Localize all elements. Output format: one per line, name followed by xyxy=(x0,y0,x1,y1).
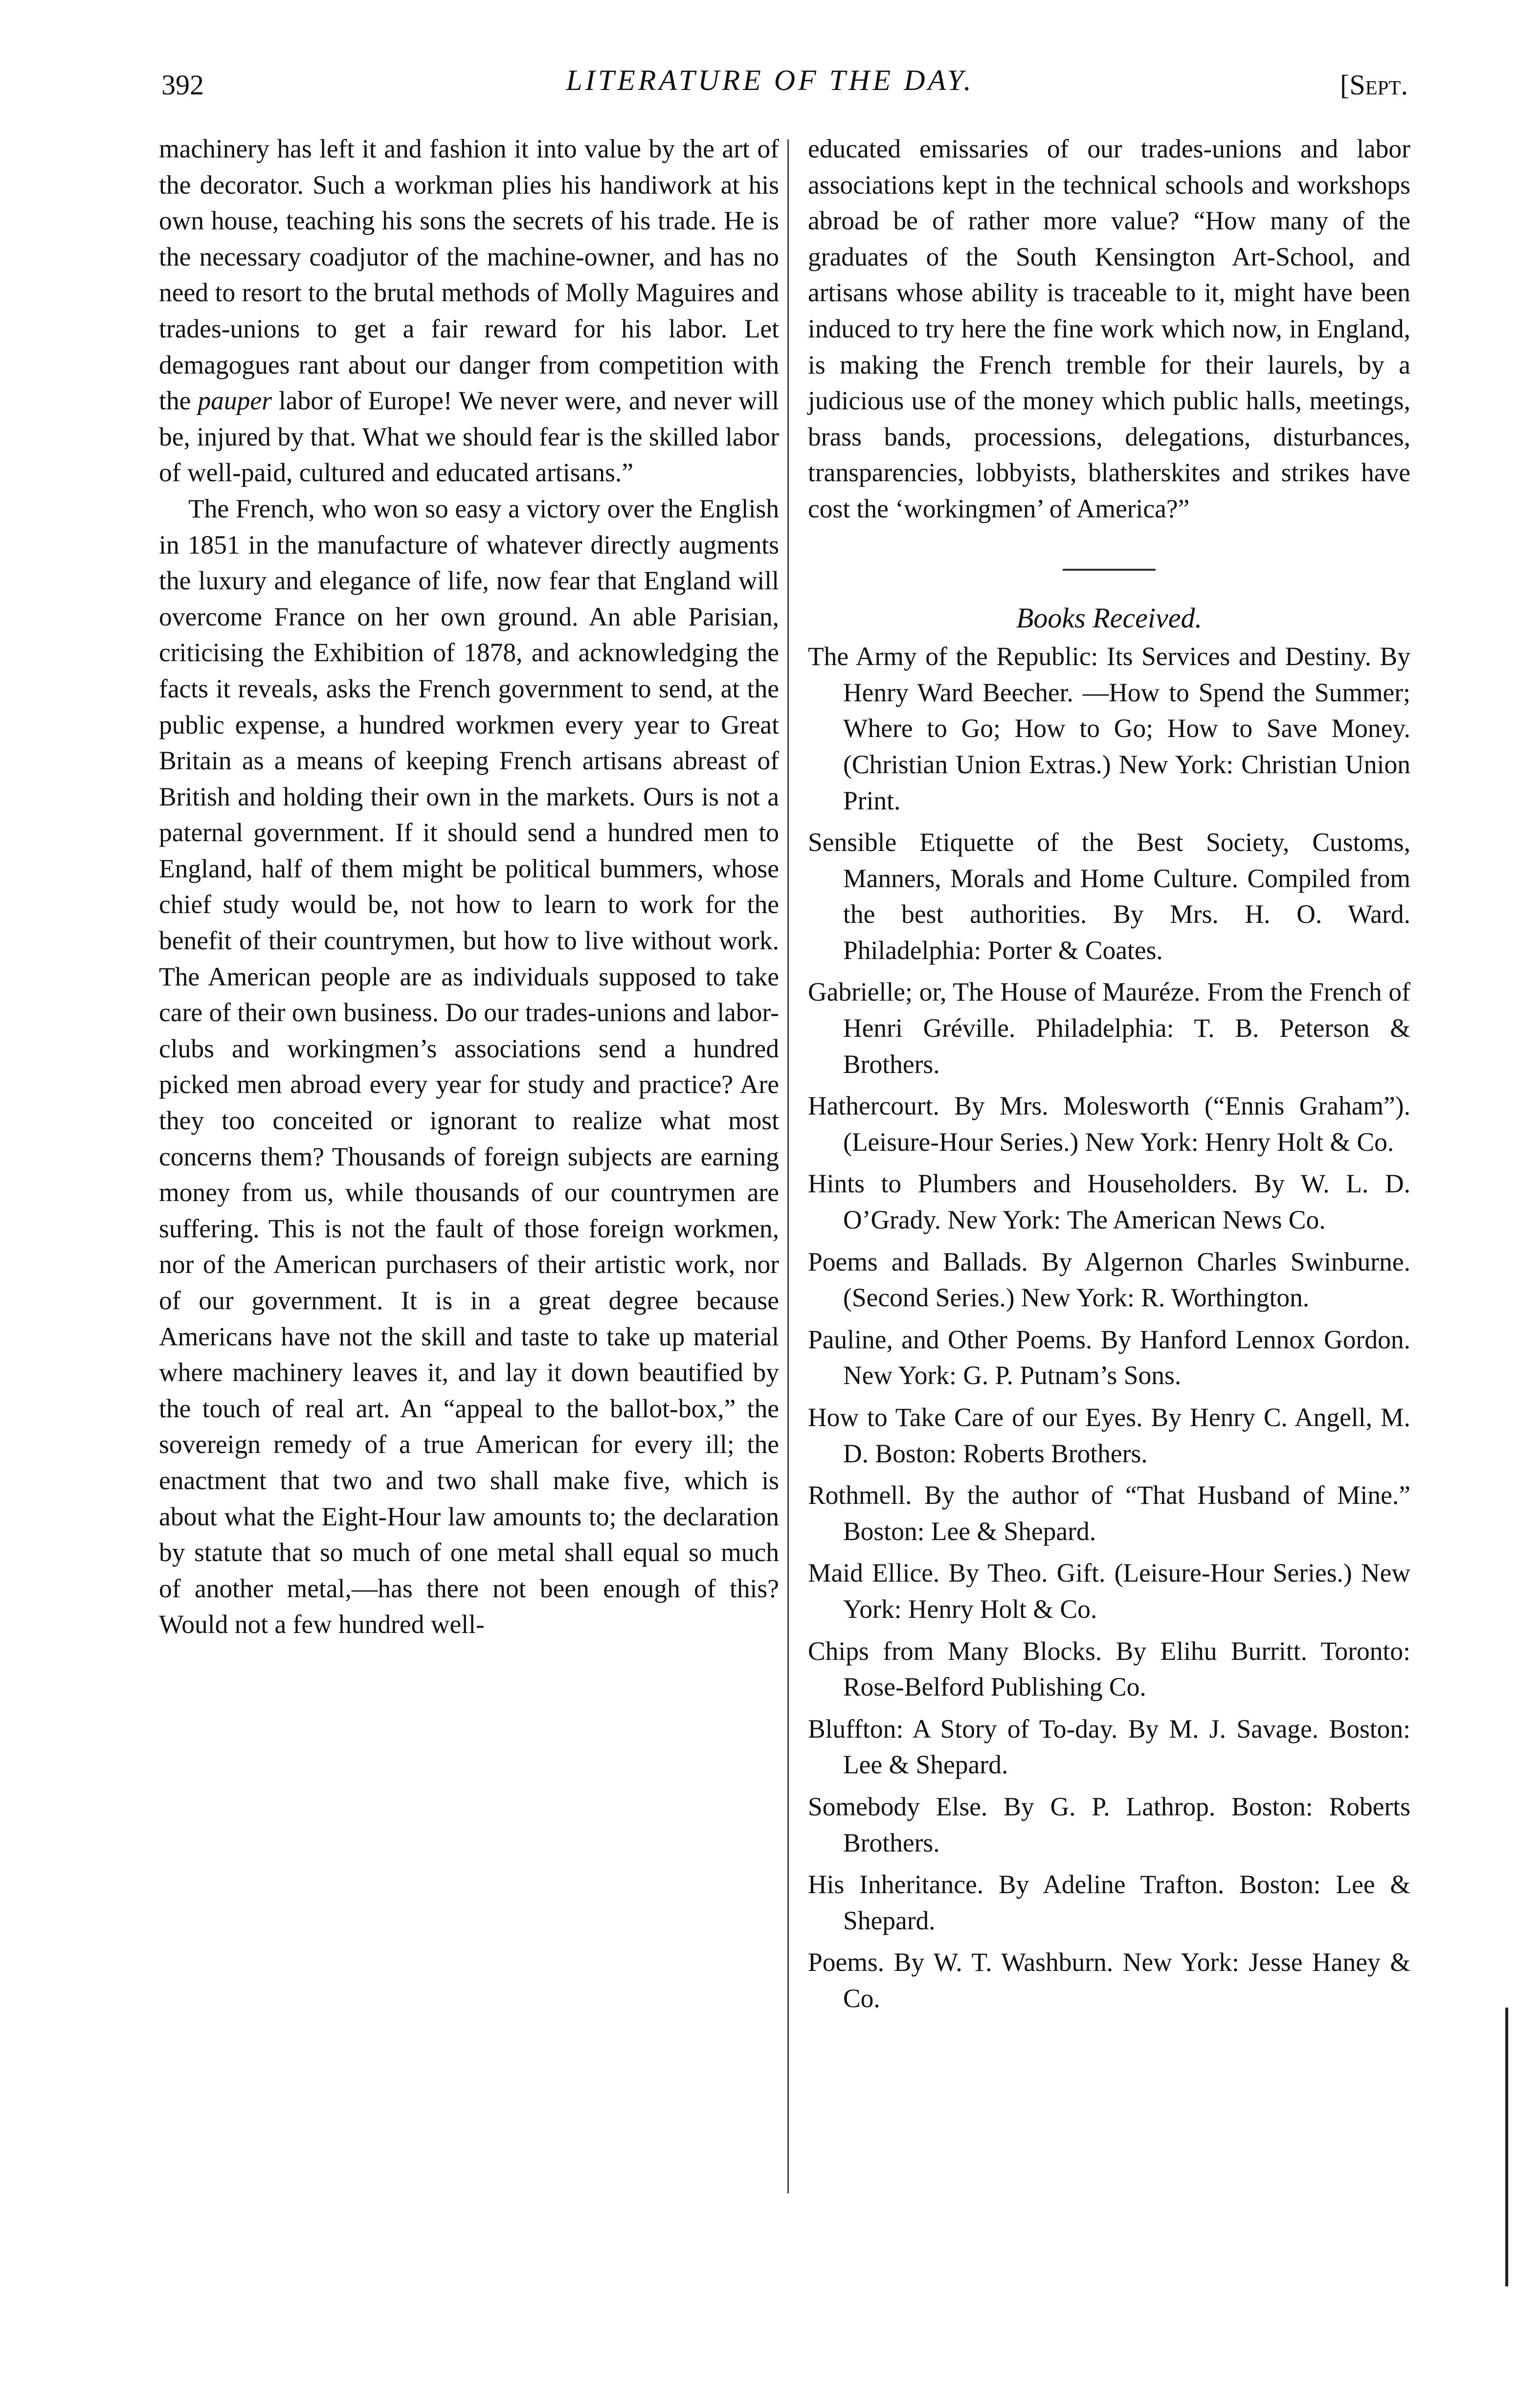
italic-word: pauper xyxy=(198,386,272,416)
margin-rule xyxy=(1505,2008,1508,2286)
text-segment: machinery has left it and fashion it into value by the art of the decorator. Such a workman plies his handiwork at his own house, teaching his sons the secrets of his trade. He is the necessary coadjutor of the machine-owner, and has no need to resort to the brutal methods of Molly Maguires and trades-unions to get a fair reward for his labor. Let demagogues rant about our danger from competition with the xyxy=(159,134,779,416)
book-entry: Sensible Etiquette of the Best Society, Customs, Manners, Morals and Home Culture. Compiled from the best authorities. By Mrs. H. O. Ward. Philadelphia: Porter & Coates. xyxy=(808,827,1410,965)
paragraph-continuation-right: educated emissaries of our trades-unions and labor associations kept in the technical schools and workshops abroad be of rather more value? “How many of the graduates of the South Kensington Art-School, and artisans whose ability is traceable to it, might have been induced to try here the fine work which now, in England, is making the French tremble for their laurels, by a judicious use of the money which public halls, meetings, brass bands, processions, delegations, disturbances, transparencies, lobbyists, blatherskites and strikes have cost the ‘workingmen’ of America?” xyxy=(808,134,1410,523)
book-entry: Rothmell. By the author of “That Husband of Mine.” Boston: Lee & Shepard. xyxy=(808,1480,1410,1546)
running-month: [Sept. xyxy=(1340,69,1408,101)
book-entry: His Inheritance. By Adeline Trafton. Boston: Lee & Shepard. xyxy=(808,1870,1410,1935)
left-column xyxy=(159,131,779,1643)
book-entry: Bluffton: A Story of To-day. By M. J. Savage. Boston: Lee & Shepard. xyxy=(808,1714,1410,1780)
book-entry: Hathercourt. By Mrs. Molesworth (“Ennis Graham”). (Leisure-Hour Series.) New York: Henry Holt & Co. xyxy=(808,1091,1410,1157)
page-number: 392 xyxy=(161,69,204,101)
book-entry: Chips from Many Blocks. By Elihu Burritt. Toronto: Rose-Belford Publishing Co. xyxy=(808,1636,1410,1702)
running-title: LITERATURE OF THE DAY. xyxy=(566,64,974,96)
book-entry: Maid Ellice. By Theo. Gift. (Leisure-Hour Series.) New York: Henry Holt & Co. xyxy=(808,1558,1410,1624)
books-received-list xyxy=(808,639,1410,2016)
column-divider xyxy=(787,139,789,2193)
book-entry: The Army of the Republic: Its Services and Destiny. By Henry Ward Beecher. —How to Spend the Summer; Where to Go; How to Go; How to Save Money. (Christian Union Extras.) New York: Christian Union Print. xyxy=(808,642,1410,815)
section-separator xyxy=(1063,569,1156,571)
right-column xyxy=(808,131,1410,2023)
book-entry: Poems. By W. T. Washburn. New York: Jesse Haney & Co. xyxy=(808,1947,1410,2013)
book-entry: Somebody Else. By G. P. Lathrop. Boston: Roberts Brothers. xyxy=(808,1791,1410,1857)
books-received-heading: Books Received. xyxy=(1016,602,1202,634)
book-entry: Pauline, and Other Poems. By Hanford Lennox Gordon. New York: G. P. Putnam’s Sons. xyxy=(808,1324,1410,1390)
book-entry: How to Take Care of our Eyes. By Henry C. Angell, M. D. Boston: Roberts Brothers. xyxy=(808,1403,1410,1468)
book-entry: Gabrielle; or, The House of Mauréze. From the French of Henri Gréville. Philadelphia: T. B. Peterson & Brothers. xyxy=(808,977,1410,1079)
book-entry: Poems and Ballads. By Algernon Charles Swinburne. (Second Series.) New York: R. Worthington. xyxy=(808,1247,1410,1313)
text-segment: The French, who won so easy a victory over the English in 1851 in the manufacture of whatever directly augments the luxury and elegance of life, now fear that England will overcome France on her own ground. An able Parisian, criticising the Exhibition of 1878, and acknowledging the facts it reveals, asks the French government to send, at the public expense, a hundred workmen every year to Great Britain as a means of keeping French artisans abreast of British and holding their own in the markets. Ours is not a paternal government. If it should send a hundred men to England, half of them might be political bummers, whose chief study would be, not how to learn to work for the benefit of their countrymen, but how to live without work. The American people are as individuals supposed to take care of their own business. Do our trades-unions and labor-clubs and workingmen’s associations send a hundred picked men abroad every year for study and practice? Are they too conceited or ignorant to realize what most concerns them? Thousands of foreign subjects are earning money from us, while thousands of our countrymen are suffering. This is not the fault of those foreign workmen, nor of the American purchasers of their artistic work, nor of our government. It is in a great degree because Americans have not the skill and taste to take up material where machinery leaves it, and lay it down beautified by the touch of real art. An “appeal to the ballot-box,” the sovereign remedy of a true American for every ill; the enactment that two and two shall make five, which is about what the Eight-Hour law amounts to; the declaration by statute that so much of one metal shall equal so much of another metal,—has there not been enough of this? Would not a few hundred well- xyxy=(159,493,779,1639)
book-entry: Hints to Plumbers and Householders. By W. L. D. O’Grady. New York: The American News Co. xyxy=(808,1169,1410,1235)
paragraph-french xyxy=(159,491,779,1643)
text-segment: labor of Europe! We never were, and never will be, injured by that. What we should fear is the skilled labor of well-paid, cultured and educated artisans.” xyxy=(159,386,779,488)
paragraph-continuation xyxy=(159,131,779,491)
